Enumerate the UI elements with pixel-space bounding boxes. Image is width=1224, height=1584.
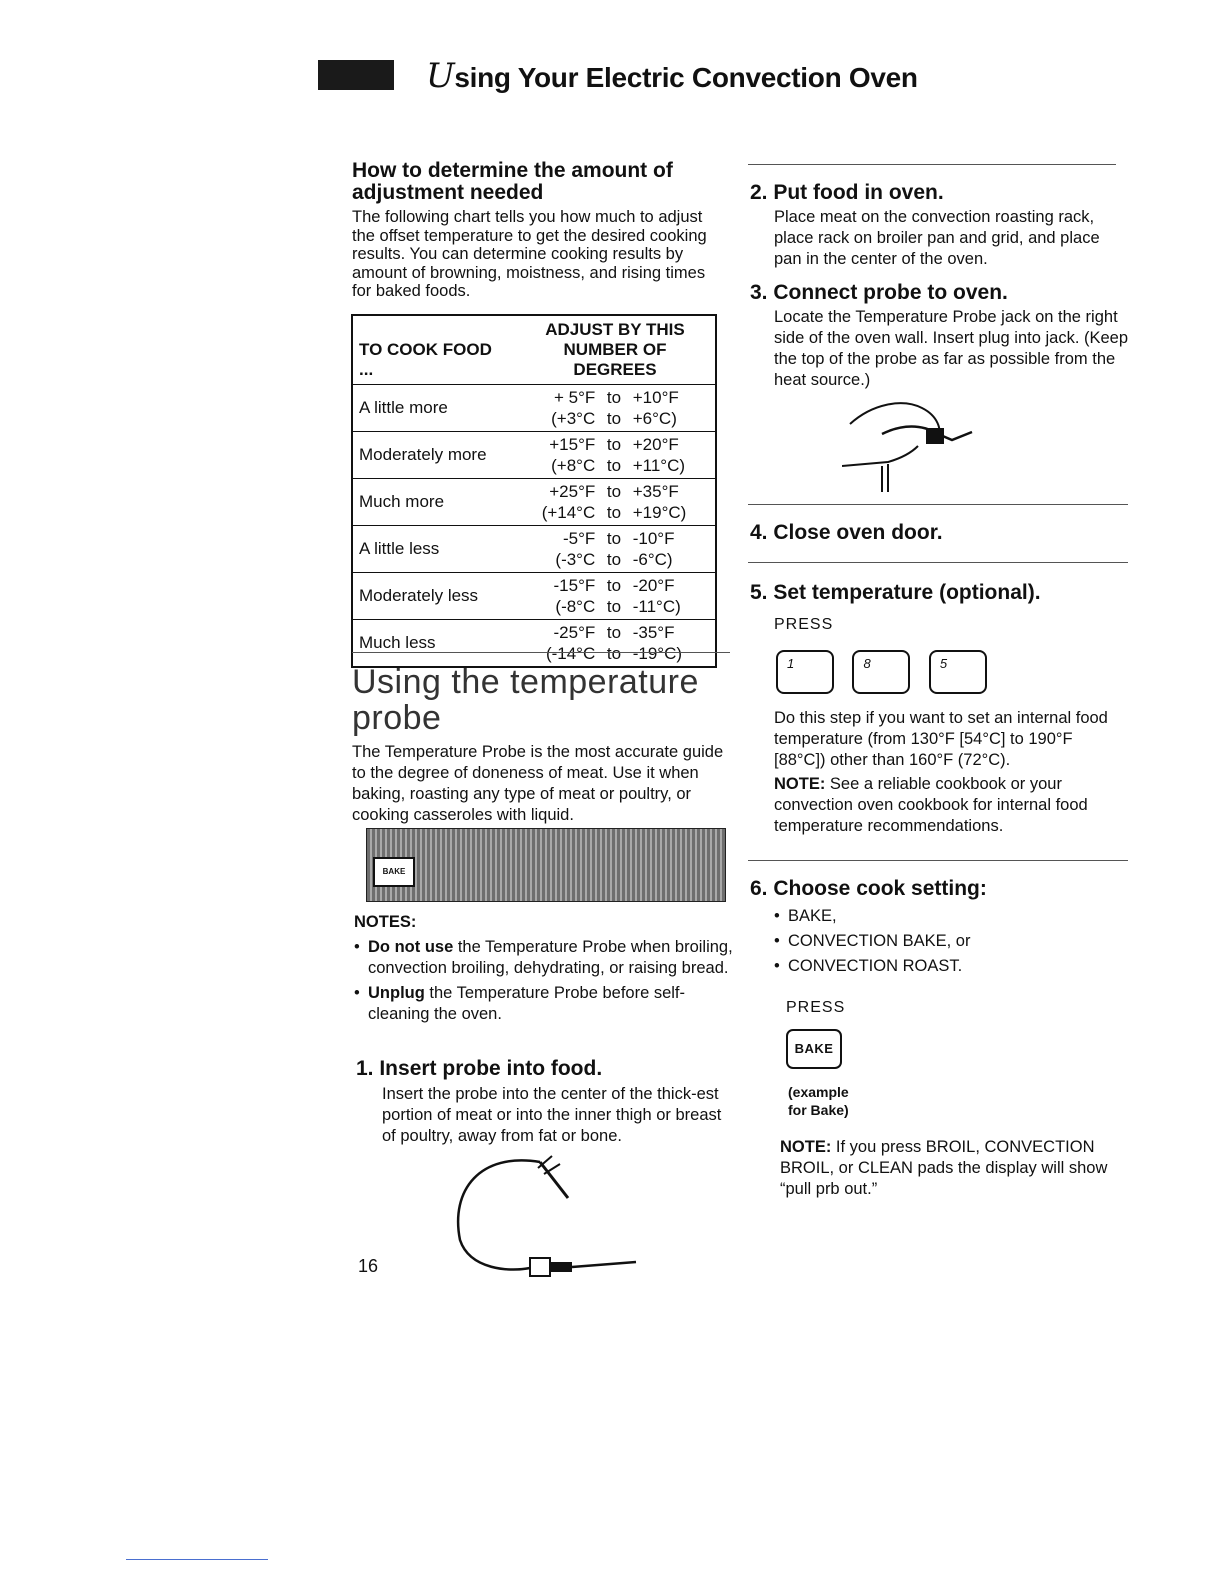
- step-6-heading: 6. Choose cook setting:: [750, 877, 987, 900]
- table-row: [352, 573, 716, 620]
- cook-setting-list: [774, 904, 1130, 979]
- step-4-heading: 4. Close oven door.: [750, 521, 943, 544]
- bake-key-caption: (example for Bake): [788, 1084, 849, 1118]
- step-1: [356, 1058, 736, 1147]
- step-6-press-label: PRESS: [786, 999, 846, 1016]
- brand-logo: [318, 60, 394, 90]
- divider: [748, 164, 1116, 165]
- title-initial: U: [426, 56, 455, 96]
- table-row: [352, 385, 716, 432]
- probe-illustration: [440, 1150, 640, 1280]
- page-edge-line: [126, 1559, 268, 1560]
- step-1-body: Insert the probe into the center of the thick-est portion of meat or into the inner thigh or breast of poultry, away from fat or bone.: [382, 1085, 722, 1145]
- degrees-cell: -15°F to -20°F (-8°C to -11°C): [515, 573, 716, 620]
- adjustment-heading: How to determine the amount of adjustment needed: [352, 159, 673, 204]
- step-5-body: Do this step if you want to set an internal food temperature (from 130°F [54°C] to 190°F [88°C]) other than 160°F (72°C).: [774, 709, 1108, 769]
- step-4: [750, 522, 943, 544]
- food-cell: A little more: [352, 385, 515, 432]
- probe-section: [352, 664, 732, 826]
- cook-setting-option: • CONVECTION BAKE, or: [774, 929, 1130, 954]
- step-5: [750, 582, 1130, 837]
- step-5-press-label: PRESS: [774, 616, 834, 633]
- step-2-body: Place meat on the convection roasting rack, place rack on broiler pan and grid, and place pan in the center of the oven.: [774, 208, 1100, 268]
- food-cell: Much more: [352, 479, 515, 526]
- food-cell: Much less: [352, 620, 515, 668]
- note-item: • Do not use the Temperature Probe when broiling, convection broiling, dehydrating, or raising bread.: [354, 937, 734, 979]
- step-3-body: Locate the Temperature Probe jack on the right side of the oven wall. Insert plug into jack. (Keep the top of the probe as far as possible from the heat source.): [774, 308, 1129, 389]
- cook-setting-option: • CONVECTION ROAST.: [774, 954, 1130, 979]
- step-6: [750, 878, 1130, 1200]
- divider: [748, 504, 1128, 505]
- adjustment-body: The following chart tells you how much to adjust the offset temperature to get the desired cooking results. You can determine cooking results by amount of browning, moistness, and rising times for baked foods.: [352, 208, 707, 300]
- step-2-heading: 2. Put food in oven.: [750, 181, 944, 204]
- title-text: sing Your Electric Convection Oven: [454, 62, 918, 93]
- adjustment-section: [352, 160, 722, 301]
- col-header-food: TO COOK FOOD ...: [352, 315, 515, 385]
- divider: [352, 652, 730, 653]
- divider: [748, 562, 1128, 563]
- number-key-5[interactable]: 5: [929, 650, 987, 694]
- adjustment-table: [351, 314, 717, 668]
- probe-heading: Using the temperature probe: [352, 663, 699, 737]
- oven-control-panel-image: [366, 828, 726, 902]
- notes-heading: NOTES:: [354, 913, 417, 931]
- food-cell: Moderately less: [352, 573, 515, 620]
- table-row: [352, 620, 716, 668]
- step-5-heading: 5. Set temperature (optional).: [750, 581, 1041, 604]
- degrees-cell: +25°F to +35°F (+14°C to +19°C): [515, 479, 716, 526]
- step-6-note: NOTE: If you press BROIL, CONVECTION BROIL, or CLEAN pads the display will show “pull prb out.”: [780, 1138, 1108, 1198]
- step-3: [750, 282, 1130, 391]
- page-title: [426, 56, 918, 96]
- step-5-note: NOTE: See a reliable cookbook or your convection oven cookbook for internal food temperature recommendations.: [774, 775, 1088, 835]
- food-cell: A little less: [352, 526, 515, 573]
- step-2: [750, 182, 1130, 270]
- degrees-cell: + 5°F to +10°F (+3°C to +6°C): [515, 385, 716, 432]
- col-header-degrees: ADJUST BY THIS NUMBER OF DEGREES: [515, 315, 716, 385]
- number-key-1[interactable]: 1: [776, 650, 834, 694]
- food-cell: Moderately more: [352, 432, 515, 479]
- cook-setting-option: • BAKE,: [774, 904, 1130, 929]
- degrees-cell: +15°F to +20°F (+8°C to +11°C): [515, 432, 716, 479]
- step-1-heading: 1. Insert probe into food.: [356, 1057, 603, 1080]
- degrees-cell: -5°F to -10°F (-3°C to -6°C): [515, 526, 716, 573]
- bake-key[interactable]: BAKE: [786, 1029, 842, 1069]
- probe-body: The Temperature Probe is the most accurate guide to the degree of doneness of meat. Use it when baking, roasting any type of meat or poultry, or cooking casseroles with liquid.: [352, 743, 724, 824]
- notes-list: [354, 937, 734, 1025]
- table-row: [352, 479, 716, 526]
- step-3-heading: 3. Connect probe to oven.: [750, 281, 1008, 304]
- number-key-8[interactable]: 8: [852, 650, 910, 694]
- panel-bake-key: BAKE: [373, 857, 415, 887]
- note-item: • Unplug the Temperature Probe before self-cleaning the oven.: [354, 983, 734, 1025]
- degrees-cell: -25°F to -35°F (-14°C to -19°C): [515, 620, 716, 668]
- table-row: [352, 526, 716, 573]
- page-number: 16: [358, 1256, 379, 1276]
- divider: [748, 860, 1128, 861]
- probe-plug-illustration: [842, 394, 976, 494]
- notes-section: [354, 912, 734, 1025]
- table-row: [352, 432, 716, 479]
- number-keys: [776, 650, 1130, 694]
